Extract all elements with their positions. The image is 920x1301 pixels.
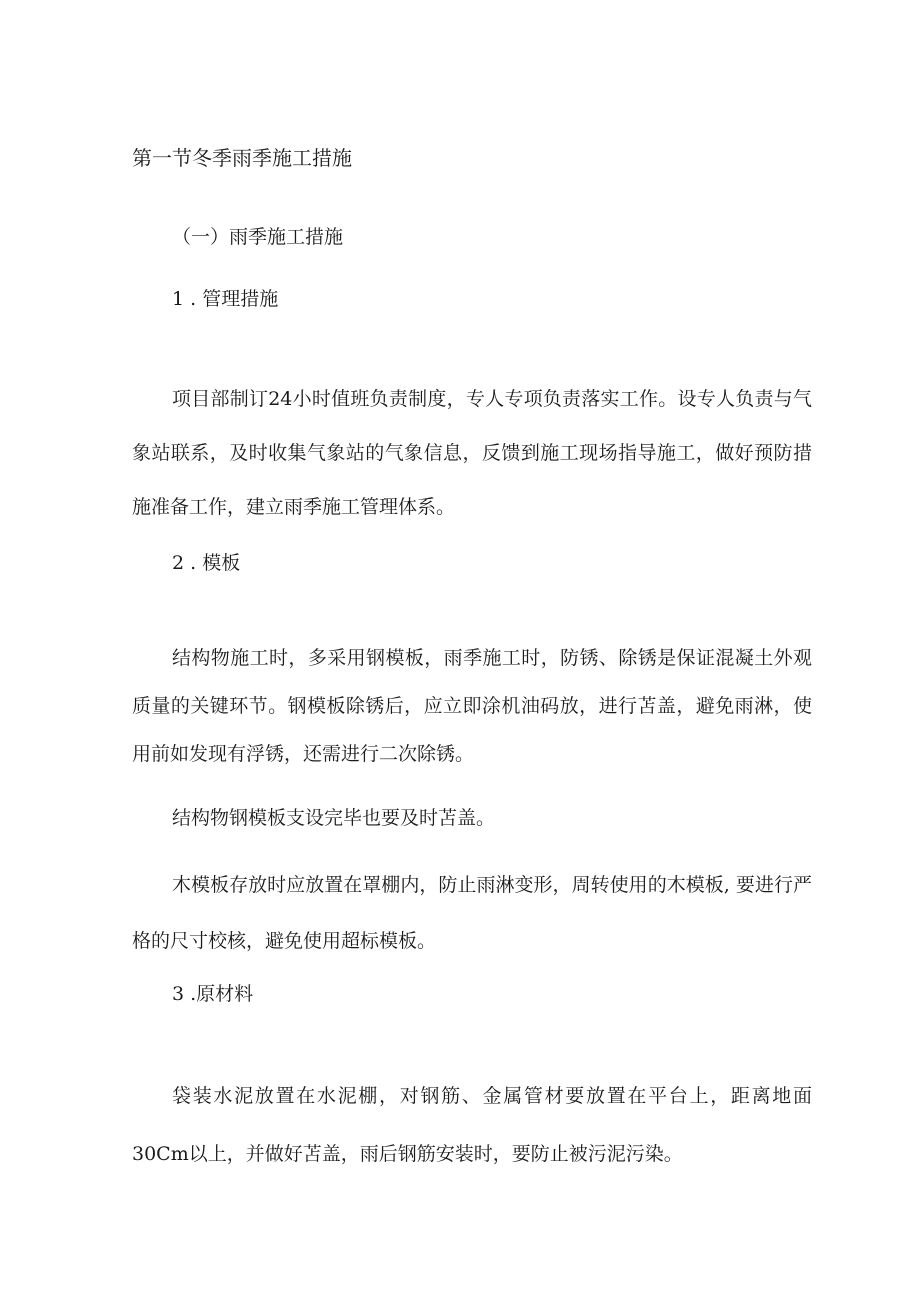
paragraph-wood-formwork: 木模板存放时应放置在罩棚内，防止雨淋变形，周转使用的木模板, 要进行严格的尺寸校核，避免使用超标模板。 [132,874,812,952]
paragraph-management: 项目部制订24小时值班负责制度，专人专项负责落实工作。设专人负责与气象站联系，及时收集气象站的气象信息，反馈到施工现场指导施工，做好预防措施准备工作，建立雨季施工管理体系。 [132,388,812,518]
paragraph-steel-formwork: 结构物施工时，多采用钢模板，雨季施工时，防锈、除锈是保证混凝土外观质量的关键环节。钢模板除锈后，应立即涂机油码放，进行苫盖，避免雨淋，使用前如发现有浮锈，还需进行二次除锈。 [132,647,812,765]
paragraph-formwork-cover: 结构物钢模板支设完毕也要及时苫盖。 [172,807,496,829]
item-heading-management: 1 . 管理措施 [172,288,279,310]
paragraph-materials: 袋装水泥放置在水泥棚，对钢筋、金属管材要放置在平台上，距离地面30Cm以上，并做好苫盖，雨后钢筋安装时，要防止被污泥污染。 [132,1085,812,1165]
item-heading-materials: 3 .原材料 [172,983,254,1005]
subsection-heading: （一）雨季施工措施 [172,226,344,248]
section-title: 第一节冬季雨季施工措施 [132,146,352,170]
item-heading-formwork: 2 . 模板 [172,552,241,574]
